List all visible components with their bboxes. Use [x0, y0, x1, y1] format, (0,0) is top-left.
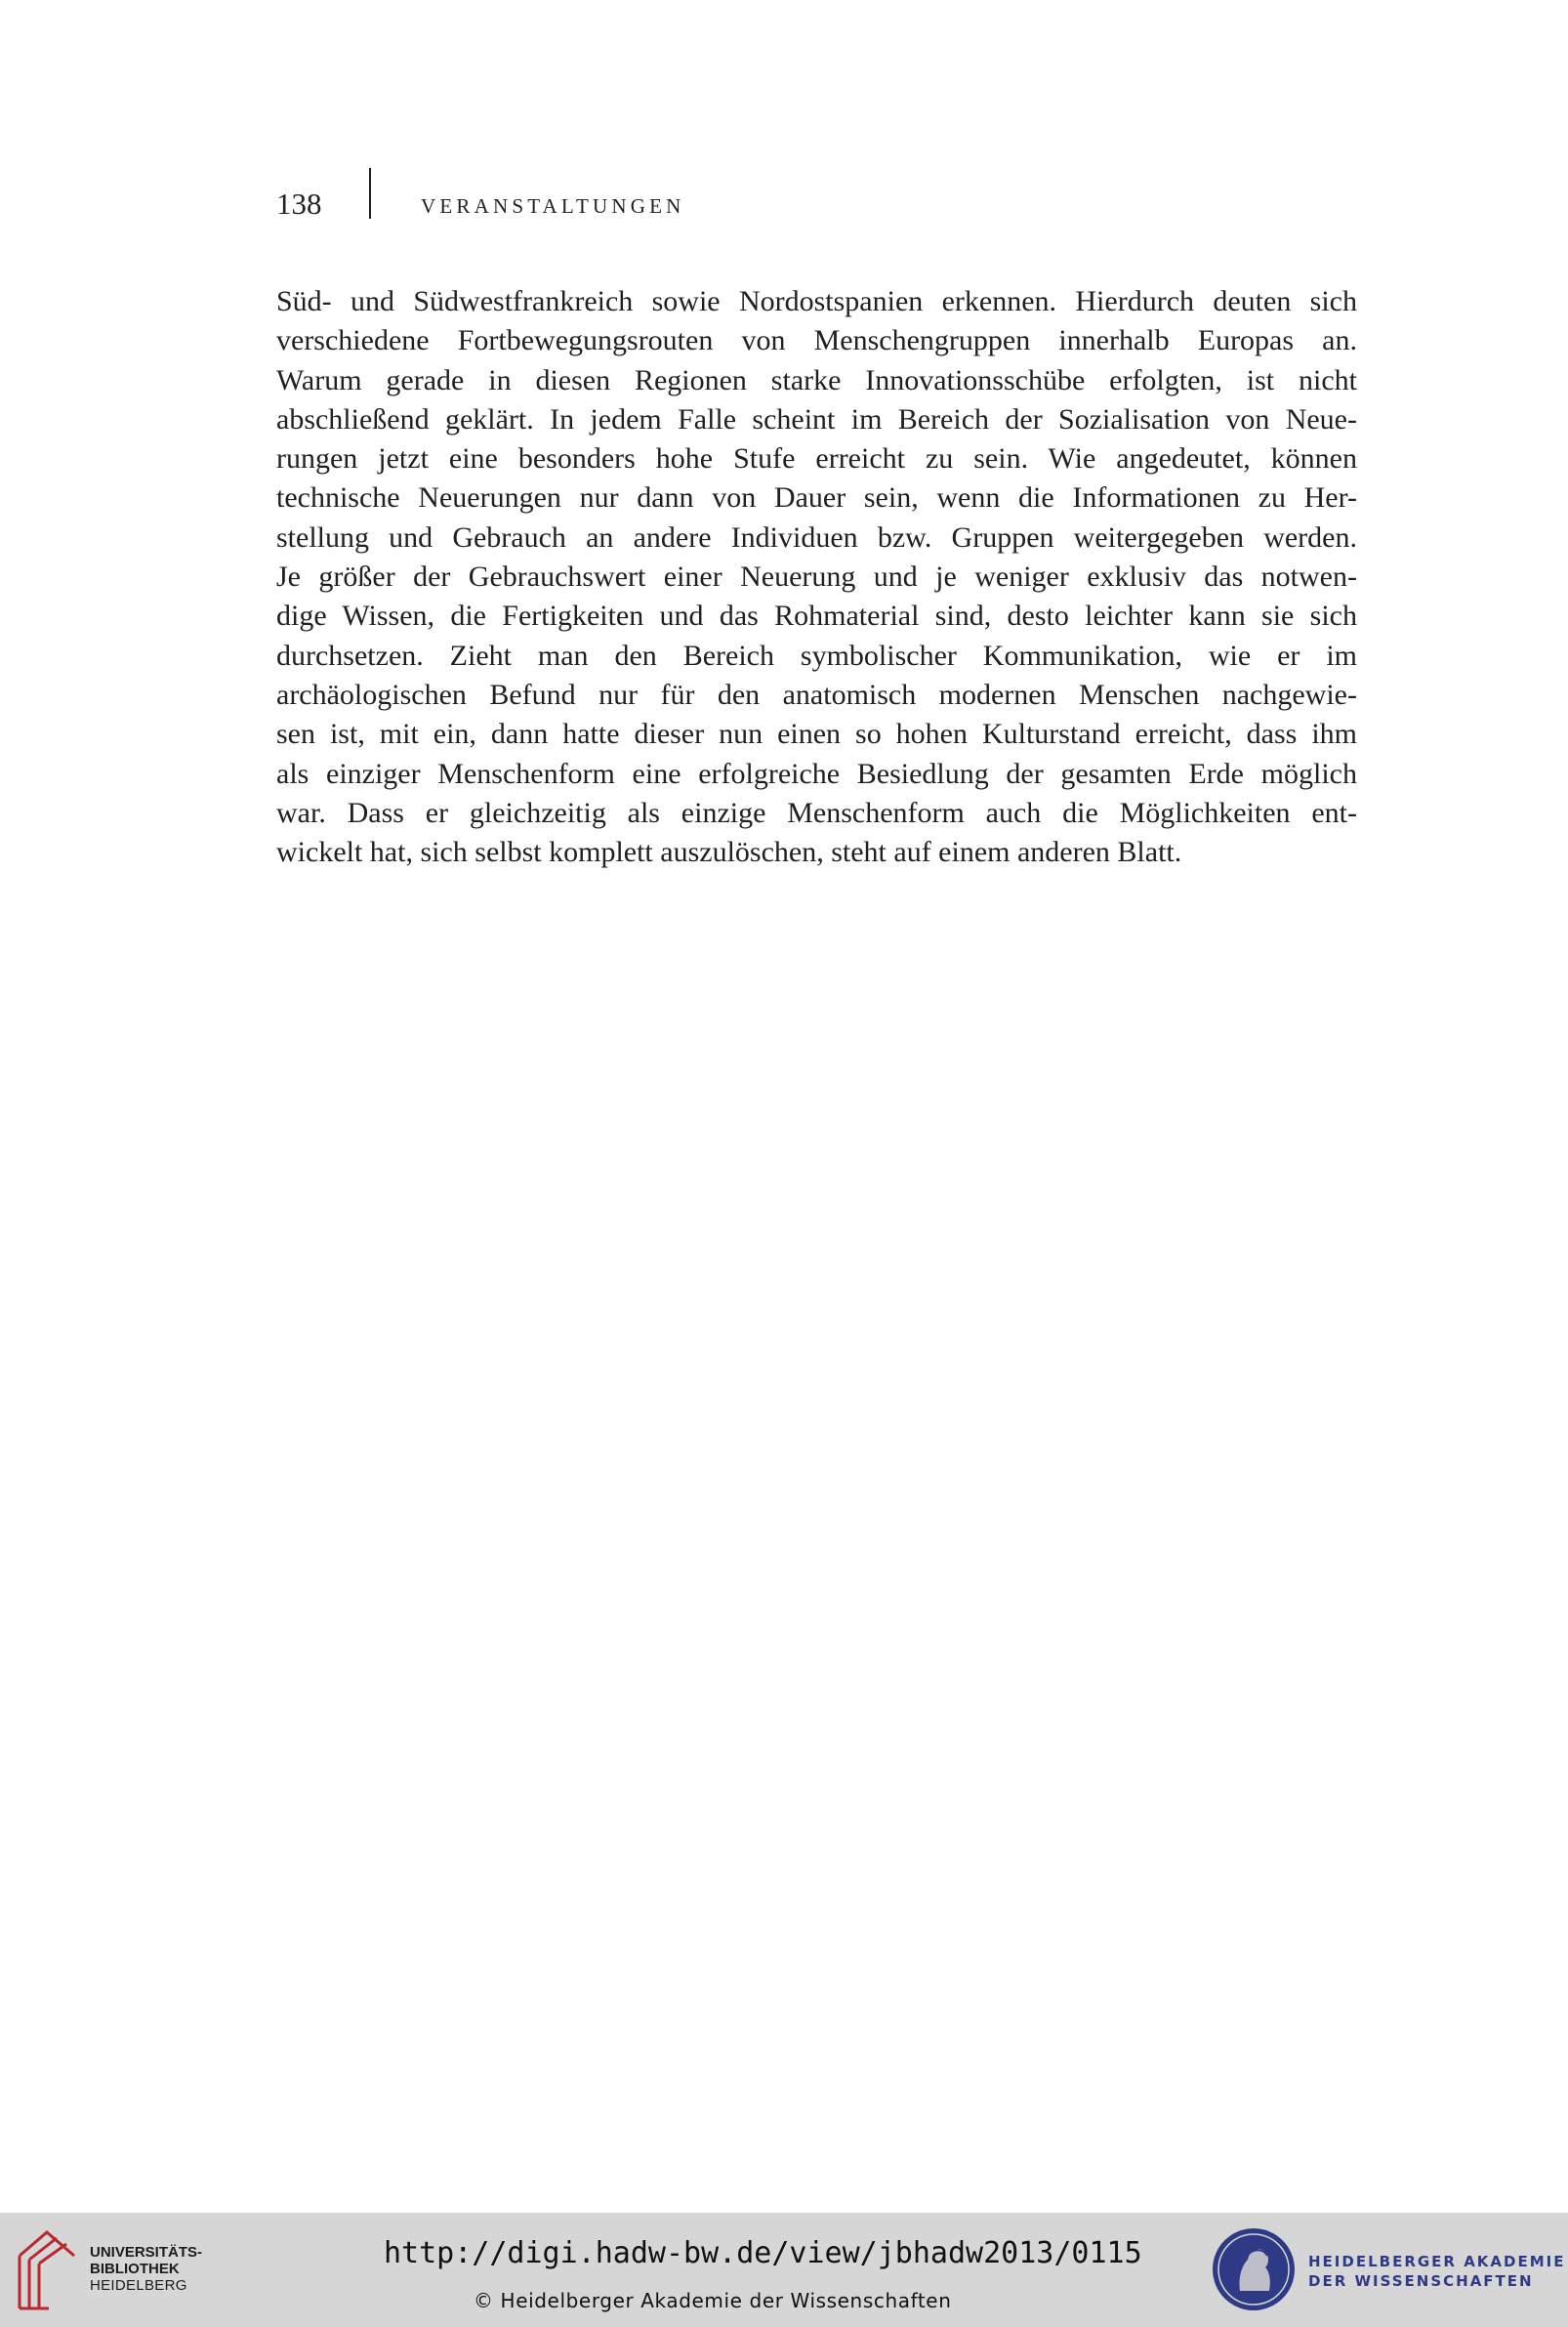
text-line: technische Neuerungen nur dann von Dauer sein, wenn die Informationen zu Her-: [276, 481, 1357, 515]
text-line: archäologischen Befund nur für den anatomisch modernen Menschen nachgewie-: [276, 678, 1357, 711]
text-line: Je größer der Gebrauchswert einer Neuerung und je weniger exklusiv das notwen-: [276, 561, 1357, 594]
text-line: Süd- und Südwestfrankreich sowie Nordostspanien erkennen. Hierdurch deuten sich: [276, 285, 1357, 317]
academy-name-line-1: HEIDELBERGER AKADEMIE: [1308, 2253, 1566, 2270]
text-line: war. Dass er gleichzeitig als einzige Menschenform auch die Möglichkeiten ent-: [276, 796, 1357, 829]
academy-seal-icon: [1211, 2226, 1297, 2312]
text-line: dige Wissen, die Fertigkeiten und das Rohmaterial sind, desto leichter kann sie sich: [276, 600, 1357, 633]
library-name-line-2: BIBLIOTHEK: [90, 2261, 180, 2277]
academy-name-line-2: DER WISSENSCHAFTEN: [1308, 2272, 1534, 2290]
text-line: sen ist, mit ein, dann hatte dieser nun einen so hohen Kulturstand erreicht, dass ihm: [276, 718, 1357, 751]
university-library-logo-icon: [14, 2228, 78, 2312]
text-line: rungen jetzt eine besonders hohe Stufe erreicht zu sein. Wie angedeutet, können: [276, 442, 1357, 476]
copyright-notice: © Heidelberger Akademie der Wissenschaften: [474, 2289, 952, 2312]
running-head: VERANSTALTUNGEN: [421, 194, 685, 218]
text-line: stellung und Gebrauch an andere Individuen bzw. Gruppen weitergegeben werden.: [276, 520, 1357, 554]
library-name-line-3: HEIDELBERG: [90, 2277, 187, 2294]
text-line: verschiedene Fortbewegungsrouten von Menschengruppen innerhalb Europas an.: [276, 324, 1357, 357]
page-number: 138: [276, 187, 322, 221]
body-paragraph: [276, 282, 1357, 872]
header-divider: [369, 168, 371, 219]
source-url-link[interactable]: http://digi.hadw-bw.de/view/jbhadw2013/0115: [384, 2236, 1142, 2270]
academy-name: [1308, 2252, 1566, 2291]
text-line: abschließend geklärt. In jedem Falle scheint im Bereich der Sozialisation von Neue-: [276, 402, 1357, 436]
text-line-last: wickelt hat, sich selbst komplett auszulöschen, steht auf einem anderen Blatt.: [276, 836, 1182, 869]
text-line: Warum gerade in diesen Regionen starke Innovationsschübe erfolgten, ist nicht: [276, 363, 1357, 396]
university-library-name: [90, 2244, 202, 2294]
library-name-line-1: UNIVERSITÄTS-: [90, 2244, 203, 2261]
footer-band: [0, 2213, 1568, 2327]
text-line: als einziger Menschenform eine erfolgreiche Besiedlung der gesamten Erde möglich: [276, 757, 1357, 790]
text-line: durchsetzen. Zieht man den Bereich symbolischer Kommunikation, wie er im: [276, 639, 1357, 672]
